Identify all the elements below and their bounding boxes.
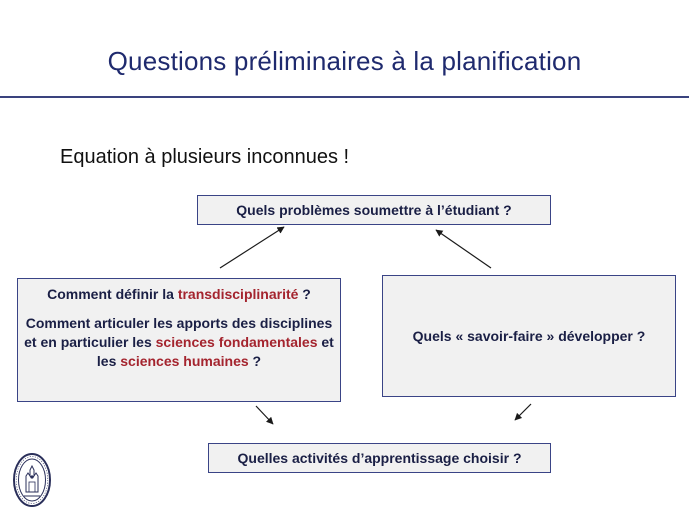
university-seal-icon: [12, 452, 52, 508]
slide-subtitle: Equation à plusieurs inconnues !: [60, 146, 350, 168]
box-skills-text: Quels « savoir-faire » développer ?: [412, 328, 646, 344]
slide-title: Questions préliminaires à la planification: [107, 46, 582, 76]
highlight-term: sciences humaines: [120, 353, 249, 369]
question-text: Comment définir la: [47, 286, 178, 302]
arrow-left-to-top: [220, 227, 284, 268]
question-mark: ?: [248, 353, 262, 369]
question-text: et les: [96, 334, 334, 369]
box-activities-text: Quelles activités d’apprentissage choisir ?: [237, 450, 522, 466]
arrow-right-to-bottom: [515, 404, 531, 420]
highlight-term: sciences fondamentales: [155, 334, 318, 350]
arrow-left-to-bottom: [256, 406, 273, 424]
box-problems-text: Quels problèmes soumettre à l’étudiant ?: [236, 202, 512, 218]
question-mark: ?: [298, 286, 311, 302]
arrow-right-to-top: [436, 230, 491, 268]
highlight-term: transdisciplinarité: [177, 286, 299, 302]
question-text: Comment articuler les apports des disciplines et en particulier les: [24, 315, 333, 350]
